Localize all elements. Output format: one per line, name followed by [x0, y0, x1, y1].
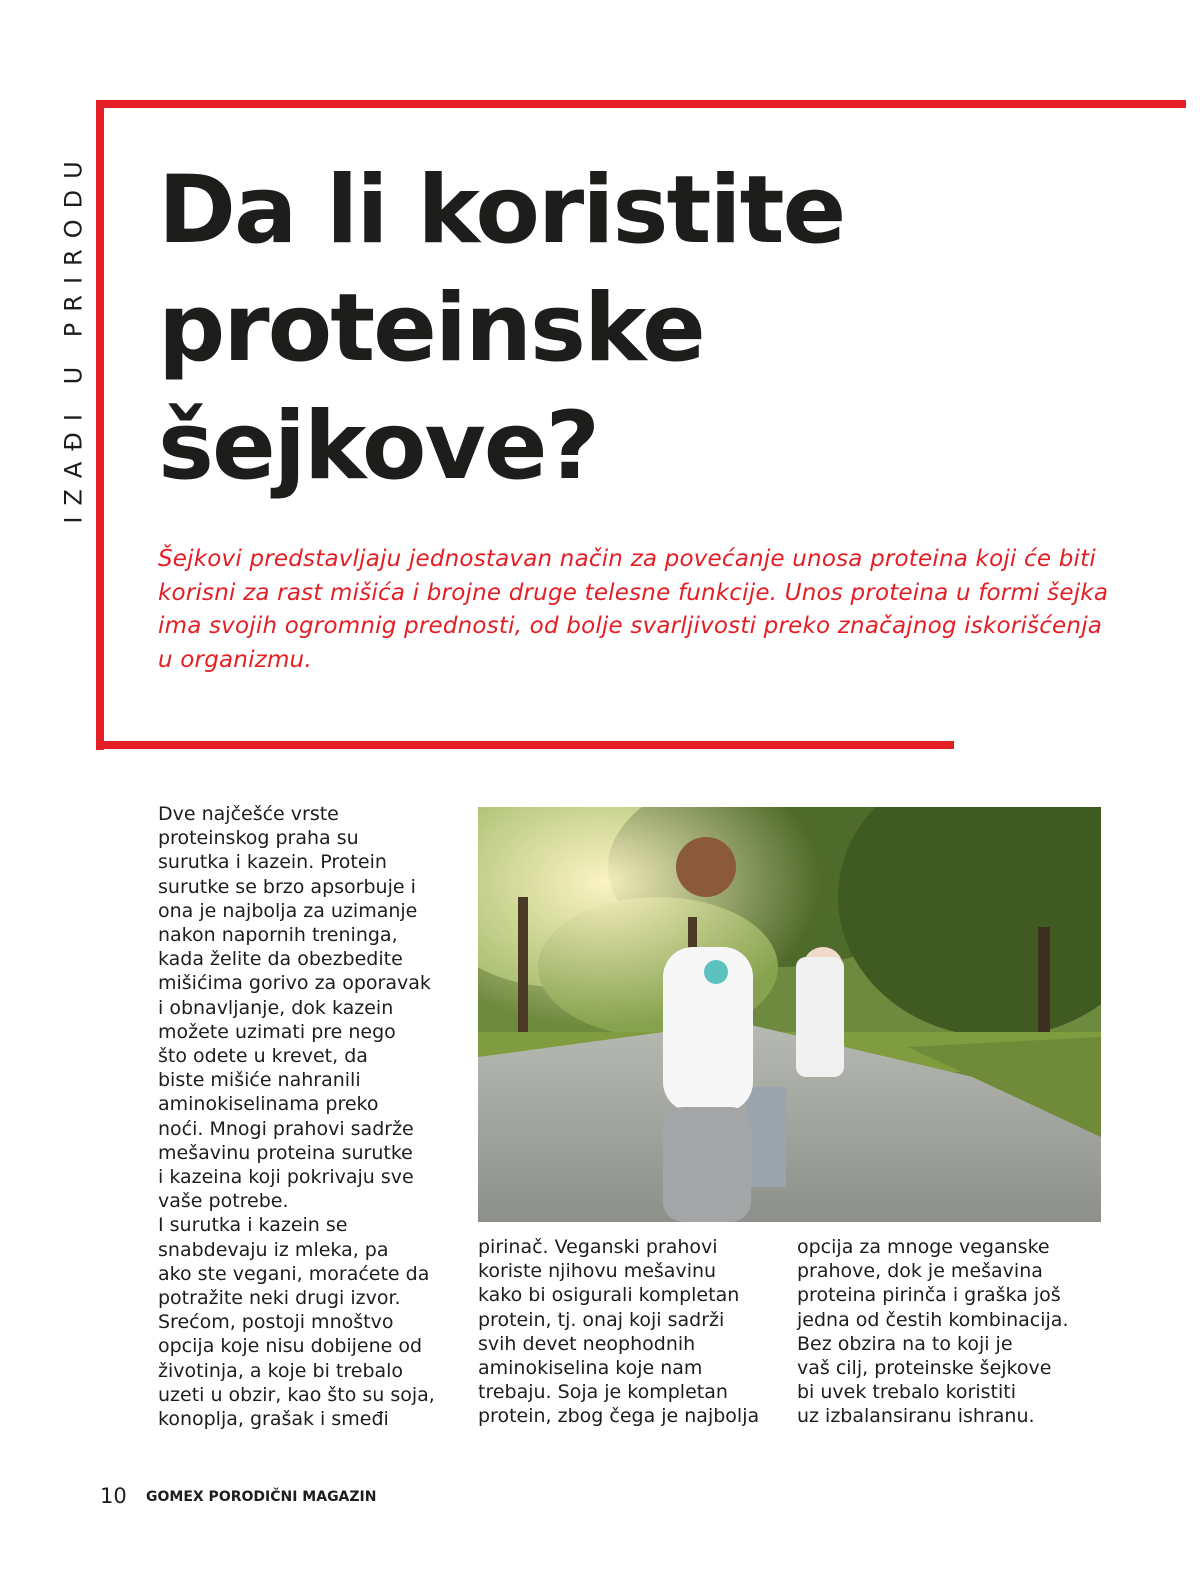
- body-line: vaš cilj, proteinske šejkove: [797, 1357, 1052, 1380]
- lead-paragraph: Šejkovi predstavljaju jednostavan način za povećanje unosa proteina koji će biti korisni za rast mišića i brojne druge telesne funkcije. Unos proteina u formi šejka ima svojih ogromnig prednosti, od bolje svarljivosti preko značajnog iskorišćenja u organizmu.: [158, 546, 1109, 673]
- body-line: protein, zbog čega je najbolja: [478, 1405, 760, 1428]
- body-line: noći. Mnogi prahovi sadrže: [158, 1117, 414, 1140]
- body-line: snabdevaju iz mleka, pa: [158, 1238, 389, 1261]
- body-line: kako bi osigurali kompletan: [478, 1284, 740, 1307]
- body-line: i obnavljanje, dok kazein: [158, 996, 394, 1019]
- page-number: 10: [100, 1484, 127, 1508]
- body-line: mišićima gorivo za oporavak: [158, 972, 431, 995]
- joggers-photo-illustration: [478, 807, 1101, 1222]
- body-line: prahove, dok je mešavina: [797, 1260, 1043, 1283]
- frame-bottom-rule: [96, 741, 954, 749]
- frame-top-rule: [96, 100, 1186, 108]
- body-line: mešavinu proteina surutke: [158, 1141, 413, 1164]
- magazine-name: GOMEX PORODIČNI MAGAZIN: [146, 1489, 377, 1505]
- body-line: aminokiselinama preko: [158, 1093, 379, 1116]
- body-line: koriste njihovu mešavinu: [478, 1260, 717, 1283]
- body-line: vaše potrebe.: [158, 1190, 289, 1213]
- article-photo: [478, 807, 1101, 1222]
- body-line: bi uvek trebalo koristiti: [797, 1381, 1016, 1404]
- body-line: konoplja, grašak i smeđi: [158, 1408, 389, 1431]
- body-line: proteina pirinča i graška još: [797, 1284, 1061, 1307]
- body-line: protein, tj. onaj koji sadrži: [478, 1308, 725, 1331]
- body-line: Dve najčešće vrste: [158, 803, 339, 825]
- body-line: možete uzimati pre nego: [158, 1020, 396, 1043]
- section-label-text: IZAĐI U PRIRODU: [60, 150, 88, 524]
- body-column-2: [478, 1235, 778, 1429]
- frame-left-rule: [96, 100, 104, 750]
- body-line: svih devet neophodnih: [478, 1332, 696, 1355]
- body-line: uz izbalansiranu ishranu.: [797, 1405, 1035, 1428]
- headline: [158, 152, 1058, 506]
- body-line: potražite neki drugi izvor.: [158, 1287, 401, 1310]
- body-line: proteinskog praha su: [158, 827, 359, 850]
- headline-line-1: Da li koristite: [158, 156, 845, 265]
- body-line: Srećom, postoji mnoštvo: [158, 1311, 394, 1334]
- body-line: ako ste vegani, moraćete da: [158, 1262, 430, 1285]
- body-line: Bez obzira na to koji je: [797, 1332, 1013, 1355]
- body-column-1: [158, 802, 448, 1431]
- section-label: [56, 152, 92, 522]
- body-line: opcija za mnoge veganske: [797, 1236, 1050, 1258]
- body-line: surutka i kazein. Protein: [158, 851, 387, 874]
- body-line: surutke se brzo apsorbuje i: [158, 875, 416, 898]
- body-column-3: [797, 1235, 1097, 1429]
- body-line: jedna od čestih kombinacija.: [797, 1308, 1069, 1331]
- body-line: I surutka i kazein se: [158, 1214, 348, 1237]
- body-line: opcija koje nisu dobijene od: [158, 1335, 423, 1358]
- headline-line-3: šejkove?: [158, 392, 599, 501]
- body-line: kada želite da obezbedite: [158, 948, 403, 971]
- body-line: životinja, a koje bi trebalo: [158, 1359, 404, 1382]
- body-line: i kazeina koji pokrivaju sve: [158, 1166, 414, 1189]
- body-line: što odete u krevet, da: [158, 1045, 368, 1068]
- headline-line-2: proteinske: [158, 274, 704, 383]
- body-line: trebaju. Soja je kompletan: [478, 1381, 728, 1404]
- body-line: uzeti u obzir, kao što su soja,: [158, 1383, 435, 1406]
- body-line: biste mišiće nahranili: [158, 1069, 361, 1092]
- body-line: pirinač. Veganski prahovi: [478, 1236, 718, 1258]
- body-line: aminokiselina koje nam: [478, 1357, 703, 1380]
- body-line: nakon napornih treninga,: [158, 924, 398, 947]
- body-line: ona je najbolja za uzimanje: [158, 899, 418, 922]
